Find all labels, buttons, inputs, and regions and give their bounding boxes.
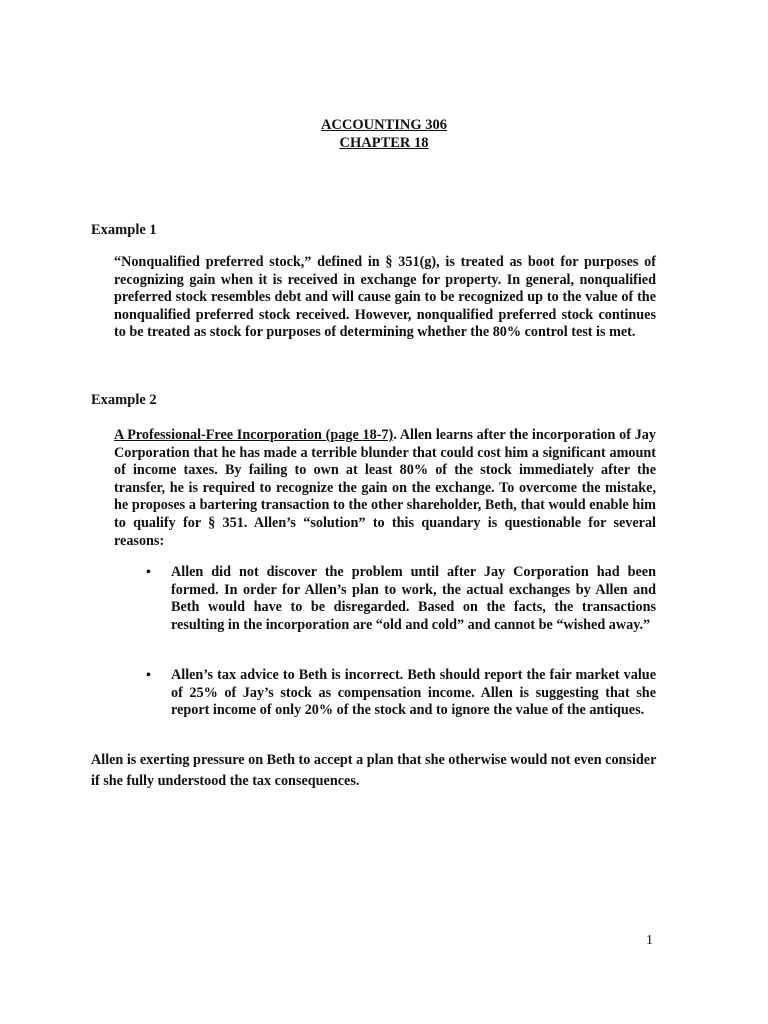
example-2-intro: [114, 427, 656, 550]
example-1-body: “Nonqualified preferred stock,” defined in § 351(g), is treated as boot for purposes of recognizing gain when it is received in exchange for property. In general, nonqualified preferred stock resembles debt and will cause gain to be recognized up to the value of the nonqualified preferred stock received. However, nonqualified preferred stock continues to be treated as stock for purposes of determining whether the 80% control test is met.: [114, 254, 656, 341]
example-2-intro-text: . Allen learns after the incorporation of Jay Corporation that he has made a terrible blunder that could cost him a significant amount of income taxes. By failing to own at least 80% of the stock immediately after the transfer, he is required to recognize the gain on the exchange. To overcome the mistake, he proposes a bartering transaction to the other shareholder, Beth, that would enable him to qualify for § 351. Allen’s “solution” to this quandary is questionable for several reasons:: [114, 427, 656, 549]
course-title: ACCOUNTING 306: [320, 117, 448, 133]
bullet-icon: •: [146, 565, 151, 580]
chapter-title: CHAPTER 18: [339, 135, 429, 151]
example-2-heading: Example 2: [91, 392, 157, 408]
bullet-icon: •: [146, 668, 151, 683]
page-number: 1: [646, 933, 653, 948]
bullet-text-2: Allen’s tax advice to Beth is incorrect. Beth should report the fair market value of 25% of Jay’s stock as compensation income. Allen is suggesting that she report income of only 20% of the stock and to ignore the value of the antiques.: [171, 667, 656, 719]
case-title-link-text: A Professional-Free Incorporation (page 18-7): [114, 427, 394, 443]
closing-paragraph: Allen is exerting pressure on Beth to accept a plan that she otherwise would not even consider if she fully understood the tax consequences.: [91, 752, 657, 789]
bullet-text-1: Allen did not discover the problem until after Jay Corporation had been formed. In order for Allen’s plan to work, the actual exchanges by Allen and Beth would have to be disregarded. Based on the facts, the transactions resulting in the incorporation are “old and cold” and cannot be “wished away.”: [171, 564, 656, 633]
example-1-heading: Example 1: [91, 222, 157, 238]
